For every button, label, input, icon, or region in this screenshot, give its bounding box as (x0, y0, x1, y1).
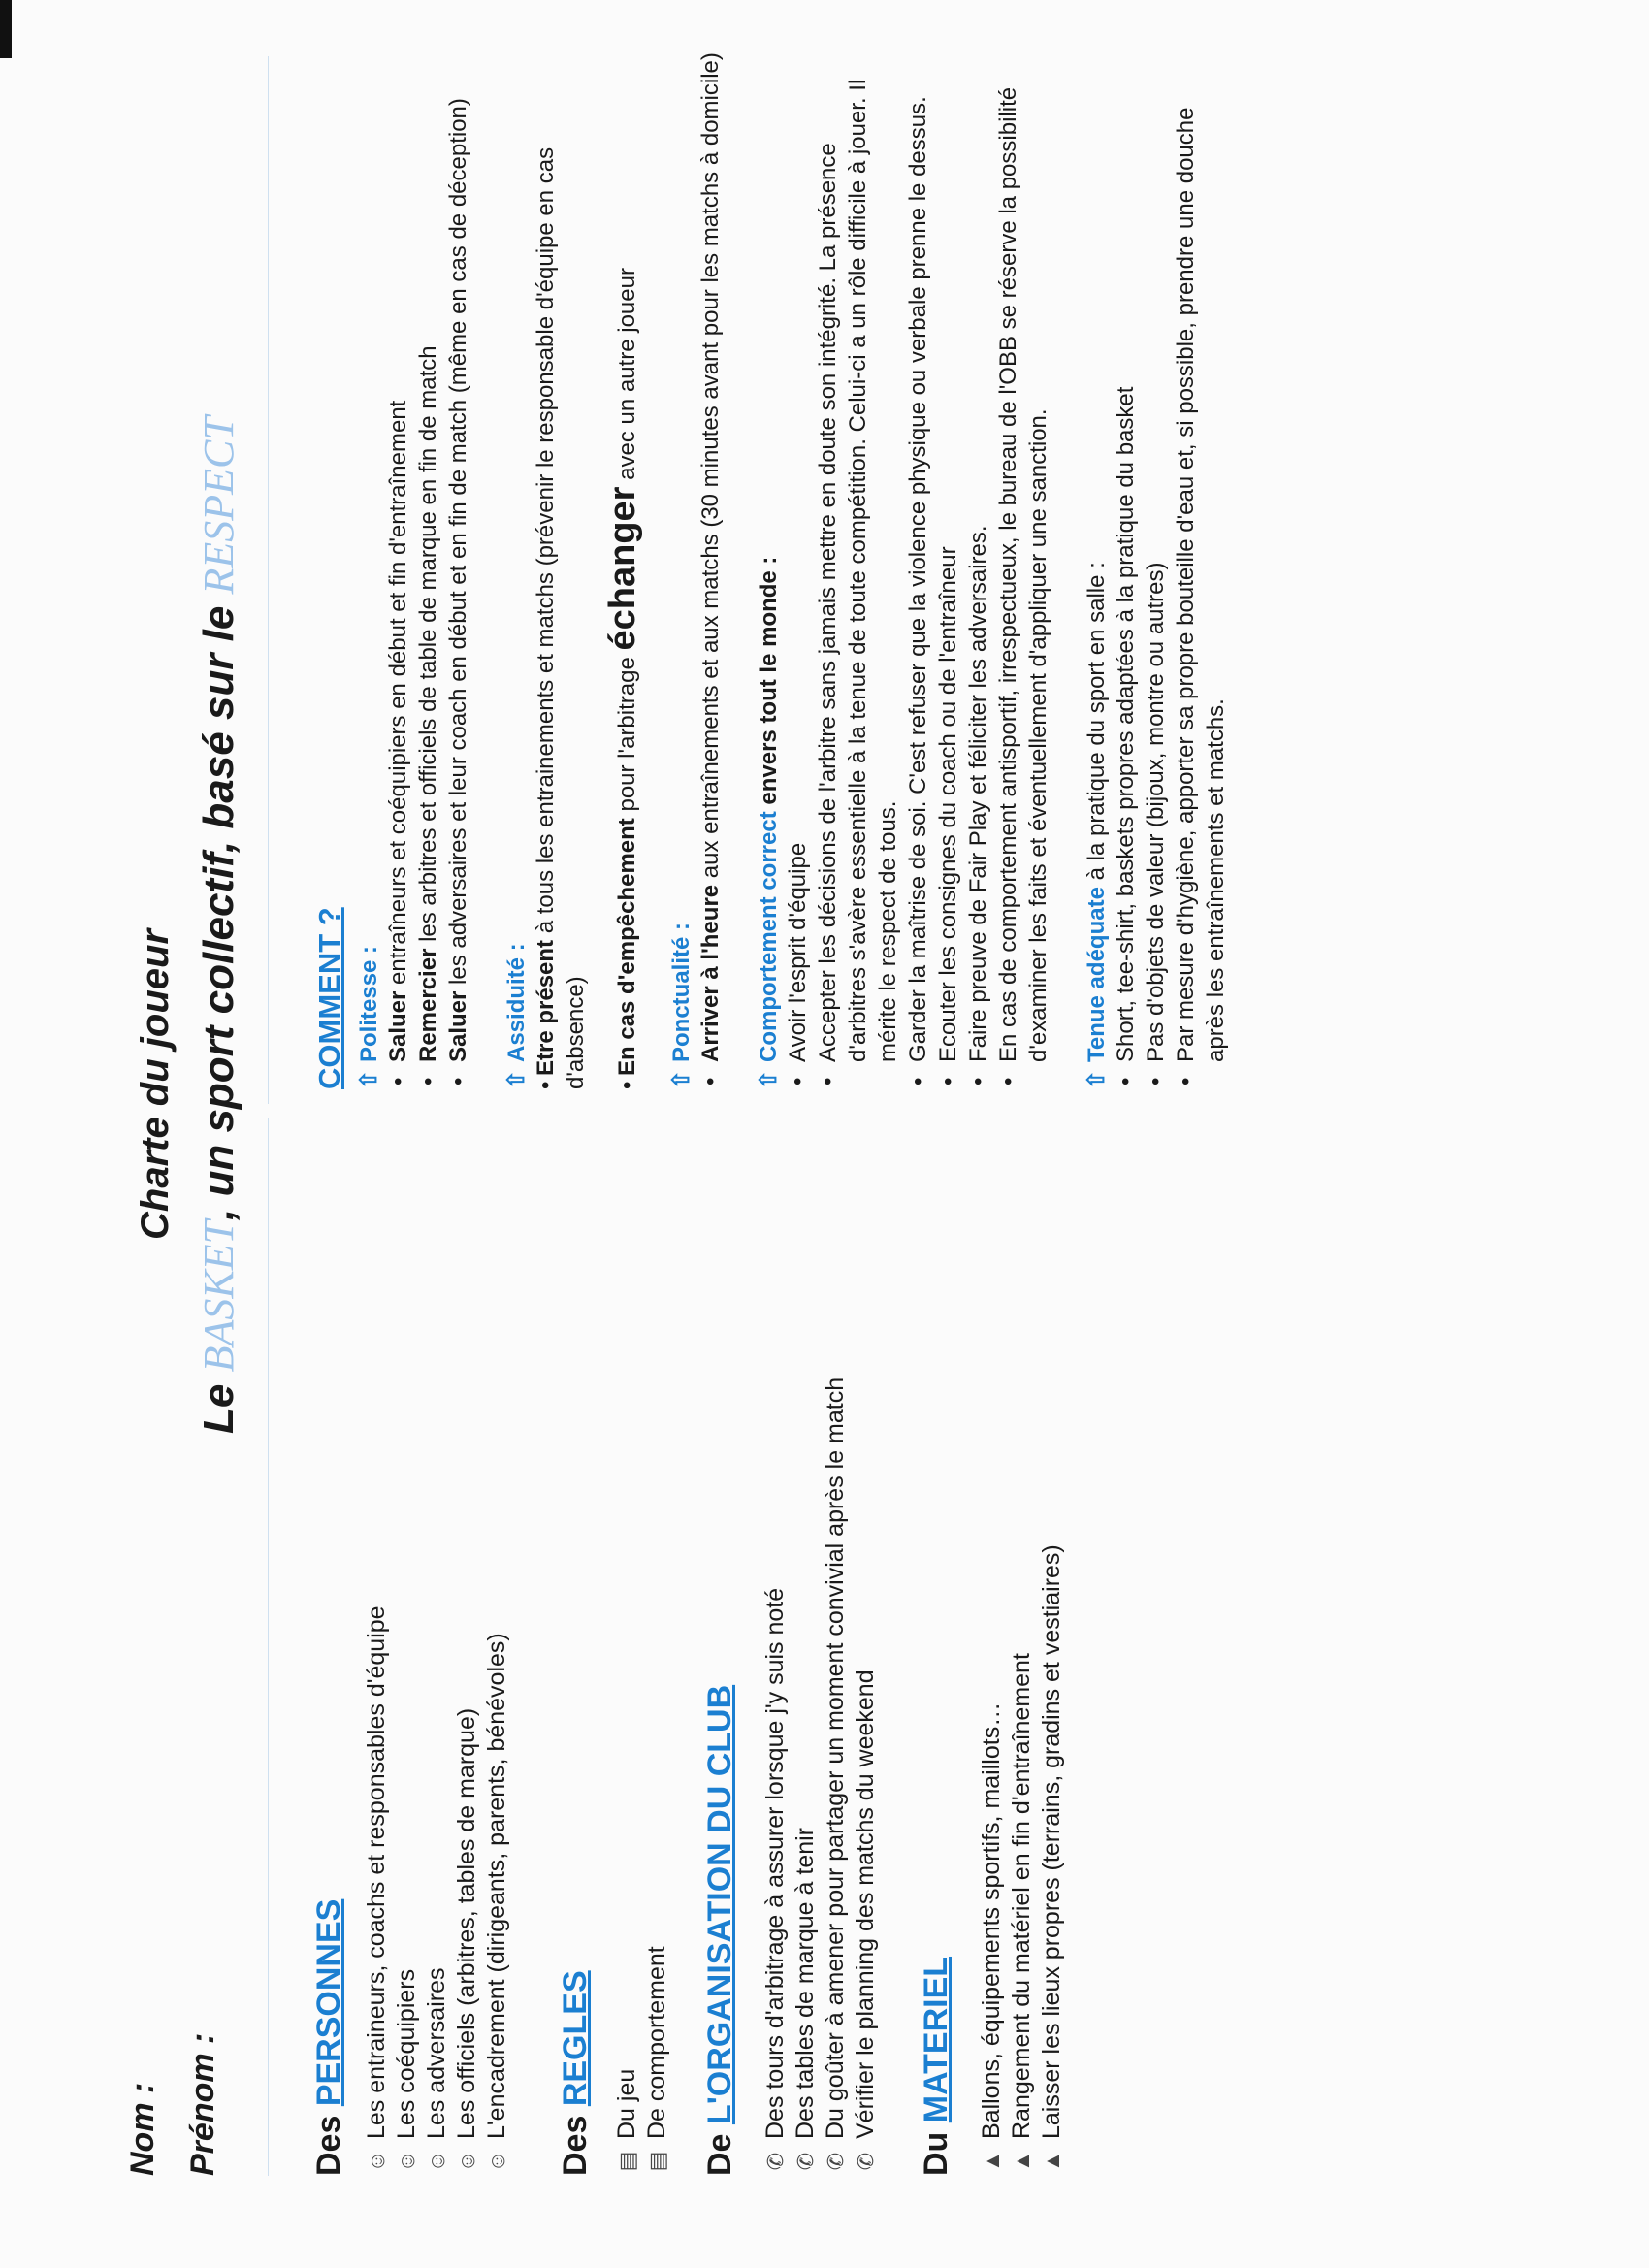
regles-list (612, 1118, 672, 2176)
list-item (1037, 1118, 1067, 2176)
emphasis-word: échanger (602, 486, 643, 651)
arrow-up-icon: ⇧ (756, 1069, 782, 1089)
triangle-icon: ▲ (1010, 2151, 1034, 2172)
smiley-icon: ☺ (485, 2150, 509, 2173)
heading-prefix: Des (557, 2106, 594, 2176)
arrow-up-icon: ⇧ (356, 1069, 382, 1089)
politesse-heading (355, 51, 383, 1089)
list-item (821, 1118, 851, 2176)
list-item (851, 1118, 881, 2176)
heading-title: L'ORGANISATION DU CLUB (701, 1684, 738, 2125)
comportement-heading (755, 51, 783, 1089)
subheading-text: Politesse : (356, 945, 382, 1062)
left-column (291, 1118, 1067, 2176)
heading-title: REGLES (557, 1970, 594, 2107)
list-item (452, 1118, 482, 2176)
nom-label: Nom : (124, 2082, 161, 2176)
bold-term: Saluer (385, 990, 411, 1062)
list-item-text: Les officiels (arbitres, tables de marque) (453, 1707, 480, 2139)
triangle-icon: ▲ (980, 2151, 1004, 2172)
scan-corner-mark (0, 0, 12, 58)
list-item (791, 1118, 821, 2176)
list-item-text: Ballons, équipements sportifs, maillots… (978, 1701, 1005, 2139)
materiel-list (977, 1118, 1067, 2176)
heading-prefix: Des (310, 2106, 347, 2176)
subheading-tail: à la pratique du sport en salle : (1083, 562, 1110, 888)
tenue-item: • Short, tee-shirt, baskets propres adaptées à la pratique du basket (1111, 51, 1141, 1089)
tenue-item: • Par mesure d'hygiène, apporter sa propre bouteille d'eau et, si possible, prendre une douche après les entraînements et matchs. (1171, 51, 1231, 1089)
list-item-text: Du goûter à amener pour partager un moment convivial après le match (822, 1377, 849, 2139)
item-text: entraîneurs et coéquipiers en début et fin d'entraînement (385, 400, 411, 991)
book-icon: ▤ (615, 2151, 639, 2172)
bold-term: En cas d'empêchement (614, 818, 640, 1076)
subheading-text: Comportement correct (756, 811, 782, 1062)
subtitle-respect: RESPECT (195, 416, 242, 595)
tenue-item: • Pas d'objets de valeur (bijoux, montre ou autres) (1141, 51, 1171, 1089)
list-item-text: Les adversaires (423, 1967, 450, 2139)
list-item-text: Les coéquipiers (393, 1968, 420, 2139)
comportement-item: • En cas de comportement antisportif, irrespectueux, le bureau de l'OBB se réserve la possibilité d'examiner les faits et éventuellement d'appliquer une sanction. (993, 51, 1053, 1089)
item-text: les arbitres et officiels de table de marque en fin de match (415, 345, 441, 949)
smiley-icon: ☺ (365, 2150, 389, 2173)
assiduite-heading (502, 51, 531, 1089)
list-item (642, 1118, 672, 2176)
list-item (392, 1118, 422, 2176)
item-text: les adversaires et leur coach en début et en fin de match (même en cas de déception) (445, 98, 471, 991)
subheading-text: Tenue adéquate (1083, 887, 1110, 1062)
heading-title: PERSONNES (310, 1898, 347, 2107)
politesse-item (383, 51, 413, 1089)
bold-term: Arriver à l'heure (697, 884, 724, 1062)
arrow-up-icon: ⇧ (1083, 1069, 1110, 1089)
item-text: pour l'arbitrage (614, 650, 640, 819)
bold-term: Saluer (445, 990, 471, 1062)
heading-prefix: De (701, 2124, 738, 2176)
right-column (312, 51, 1231, 1089)
bold-term: Remercier (415, 948, 441, 1062)
bold-term: Etre présent (533, 939, 559, 1076)
list-item-text: Des tours d'arbitrage à assurer lorsque j'y suis noté (761, 1587, 789, 2139)
section-organisation-heading (701, 1118, 739, 2176)
page-title: Charte du joueur (134, 928, 177, 1240)
book-icon: ▤ (645, 2151, 669, 2172)
ponctualite-item (695, 51, 726, 1089)
ponctualite-heading (667, 51, 695, 1089)
section-personnes-heading (310, 1118, 348, 2176)
page-subtitle (194, 416, 243, 1434)
list-item-text: Vérifier le planning des matchs du weekend (852, 1669, 879, 2139)
smiley-icon: ☺ (425, 2150, 449, 2173)
arrow-up-icon: ⇧ (503, 1069, 530, 1089)
comportement-item: • Accepter les décisions de l'arbitre sans jamais mettre en doute son intégrité. La présence d'arbitres s'avère essentielle à la tenue de toute compétition. Celui-ci a un rôle difficile à jouer. Il mérite le respect de tous. (813, 51, 903, 1089)
subtitle-pre: Le (195, 1372, 242, 1434)
list-item-text: De comportement (643, 1946, 670, 2139)
heading-title: MATERIEL (918, 1956, 954, 2123)
list-item (1007, 1118, 1037, 2176)
list-item (482, 1118, 512, 2176)
list-item (760, 1118, 791, 2176)
list-item-text: Des tables de marque à tenir (792, 1827, 819, 2139)
politesse-item (413, 51, 443, 1089)
section-regles-heading (557, 1118, 595, 2176)
comment-heading: COMMENT ? (312, 907, 346, 1089)
subheading-text: Assiduité : (503, 943, 530, 1062)
header-rule-left (268, 1118, 269, 2176)
list-item (977, 1118, 1007, 2176)
subheading-text: Ponctualité : (668, 922, 695, 1062)
subheading-tail: envers tout le monde : (756, 556, 782, 812)
item-text: à tous les entrainements et matchs (prévenir le responsable d'équipe en cas d'absence) (533, 146, 589, 1089)
hand-icon: ✆ (793, 2152, 818, 2171)
list-item-text: L'encadrement (dirigeants, parents, bénévoles) (483, 1633, 510, 2139)
item-text: avec un autre joueur (614, 268, 640, 487)
item-text: aux entraînements et aux matchs (30 minutes avant pour les matchs à domicile) (697, 52, 724, 885)
assiduite-item: •En cas d'empêchement pour l'arbitrage échanger avec un autre joueur (602, 268, 643, 1089)
list-item-text: Du jeu (613, 2068, 640, 2139)
header-rule-right (268, 56, 269, 1104)
comportement-item: • Avoir l'esprit d'équipe (783, 51, 813, 1089)
heading-prefix: Du (918, 2122, 954, 2176)
assiduite-item: •Etre présent à tous les entrainements et matchs (prévenir le responsable d'équipe en cas d'absence) (533, 146, 589, 1089)
tenue-heading (1083, 51, 1111, 1089)
prenom-label: Prénom : (184, 2032, 221, 2176)
smiley-icon: ☺ (395, 2150, 419, 2173)
arrow-up-icon: ⇧ (668, 1069, 695, 1089)
list-item-text: Rangement du matériel en fin d'entraînement (1008, 1653, 1035, 2139)
list-item (362, 1118, 392, 2176)
politesse-item (443, 51, 473, 1089)
hand-icon: ✆ (763, 2152, 788, 2171)
list-item (612, 1118, 642, 2176)
organisation-list (760, 1118, 881, 2176)
section-materiel-heading (918, 1118, 955, 2176)
list-item (422, 1118, 452, 2176)
comportement-item: • Ecouter les consignes du coach ou de l'entraîneur (933, 51, 963, 1089)
comportement-item: • Garder la maîtrise de soi. C'est refuser que la violence physique ou verbale prenne le dessus. (903, 51, 933, 1089)
personnes-list (362, 1118, 512, 2176)
comportement-item: • Faire preuve de Fair Play et féliciter les adversaires. (963, 51, 993, 1089)
smiley-icon: ☺ (455, 2150, 479, 2173)
triangle-icon: ▲ (1040, 2151, 1064, 2172)
subtitle-basket: BASKET (195, 1219, 242, 1373)
list-item-text: Laisser les lieux propres (terrains, gradins et vestiaires) (1038, 1544, 1065, 2139)
subtitle-mid: , un sport collectif, basé sur le (195, 594, 242, 1220)
hand-icon: ✆ (824, 2152, 848, 2171)
hand-icon: ✆ (854, 2152, 878, 2171)
list-item-text: Les entraineurs, coachs et responsables d'équipe (363, 1605, 390, 2139)
